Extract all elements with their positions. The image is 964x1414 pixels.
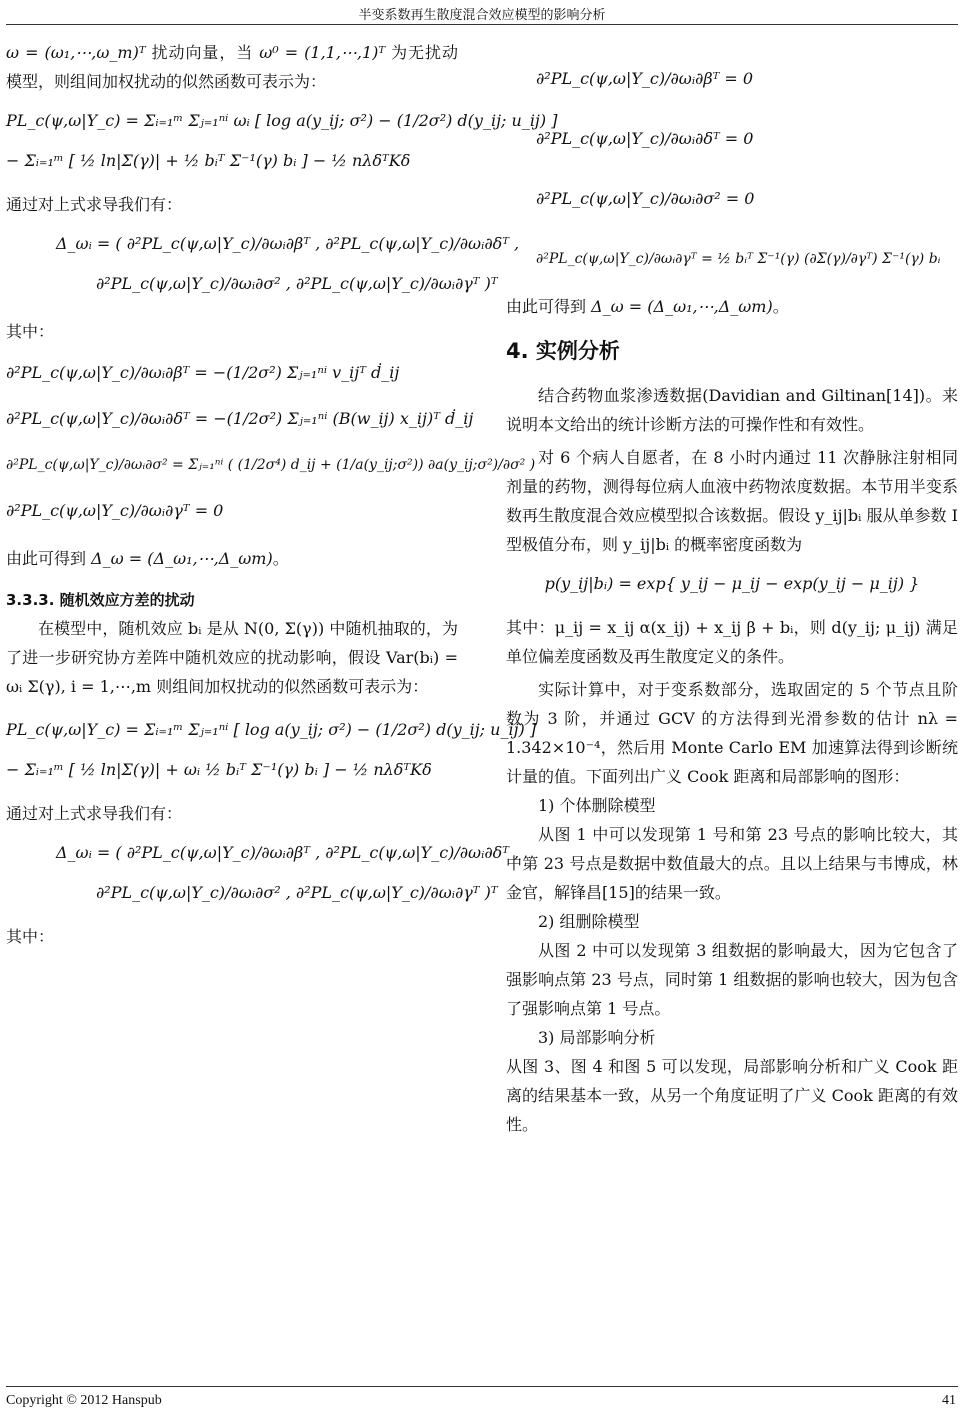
list-item-1: 1) 个体删除模型 (538, 796, 656, 815)
eq-r3: ∂²PL_c(ψ,ω|Y_c)/∂ωᵢ∂σ² = 0 (536, 189, 755, 208)
intro-text-2: 为无扰动模型，则组间加权扰动的似然函数可表示为： (6, 43, 458, 91)
section-4-heading: 4. 实例分析 (506, 339, 620, 363)
eq-density: p(y_ij|bᵢ) = exp{ y_ij − μ_ij − exp(y_ij − μ_ij) } (544, 574, 920, 593)
right-column (506, 38, 958, 1139)
eq-w2: ∂²PL_c(ψ,ω|Y_c)/∂ωᵢ∂δᵀ = −(1/2σ²) Σⱼ₌₁ⁿⁱ (B(w_ij) x_ij)ᵀ ḋ_ij (6, 409, 474, 428)
result-end: 。 (272, 549, 289, 568)
eq-delta-2: ∂²PL_c(ψ,ω|Y_c)/∂ωᵢ∂σ² , ∂²PL_c(ψ,ω|Y_c)/∂ωᵢ∂γᵀ )ᵀ (96, 274, 498, 293)
right-result-eq: Δ_ω = (Δ_ω₁,⋯,Δ_ωm) (591, 297, 773, 316)
list-item-2: 2) 组删除模型 (538, 912, 640, 931)
where-text: 其中： (6, 322, 55, 341)
eq-w3: ∂²PL_c(ψ,ω|Y_c)/∂ωᵢ∂σ² = Σⱼ₌₁ⁿⁱ ( (1/2σ⁴) d_ij + (1/a(y_ij;σ²)) ∂a(y_ij;σ²)/∂σ² ) (6, 457, 536, 473)
derive-text: 通过对上式求导我们有： (6, 195, 183, 214)
eq-likelihood-r2: − Σᵢ₌₁ᵐ [ ½ ln|Σ(γ)| + ωᵢ ½ bᵢᵀ Σ⁻¹(γ) bᵢ ] − ½ nλδᵀKδ (6, 760, 432, 779)
eq-r4: ∂²PL_c(ψ,ω|Y_c)/∂ωᵢ∂γᵀ = ½ bᵢᵀ Σ⁻¹(γ) (∂Σ(γ)/∂γᵀ) Σ⁻¹(γ) bᵢ (536, 251, 941, 267)
derive-text-2: 通过对上式求导我们有： (6, 804, 183, 823)
eq-w1: ∂²PL_c(ψ,ω|Y_c)/∂ωᵢ∂βᵀ = −(1/2σ²) Σⱼ₌₁ⁿⁱ v_ijᵀ ḋ_ij (6, 363, 400, 382)
intro-eq: ω = (ω₁,⋯,ω_m)ᵀ (6, 43, 146, 62)
left-column (6, 38, 558, 951)
result-eq: Δ_ω = (Δ_ω₁,⋯,Δ_ωm) (91, 549, 273, 568)
paragraph-2: 对 6 个病人自愿者，在 8 小时内通过 11 次静脉注射相同剂量的药物，测得每位病人血液中药物浓度数据。本节用半变系数再生散度混合效应模型拟合该数据。假设 y_ij|bᵢ 服从单参数 I 型极值分布，则 y_ij|bᵢ 的概率密度函数为 (506, 448, 958, 554)
paragraph-1: 结合药物血浆渗透数据(Davidian and Giltinan[14])。来说明本文给出的统计诊断方法的可操作性和有效性。 (506, 386, 958, 434)
running-header: 半变系数再生散度混合效应模型的影响分析 (358, 8, 606, 23)
list-item-3: 3) 局部影响分析 (538, 1028, 656, 1047)
intro-text-1: 扰动向量，当 (145, 43, 260, 62)
eq-w4: ∂²PL_c(ψ,ω|Y_c)/∂ωᵢ∂γᵀ = 0 (6, 501, 224, 520)
paragraph-4: 实际计算中，对于变系数部分，选取固定的 5 个节点且阶数为 3 阶，并通过 GCV 的方法得到光滑参数的估计 nλ = 1.342×10⁻⁴，然后用 Monte Carlo EM 加速算法得到诊断统计量的值。下面列出广义 Cook 距离和局部影响的图形： (506, 680, 958, 786)
eq-delta-r1: Δ_ωᵢ = ( ∂²PL_c(ψ,ω|Y_c)/∂ωᵢ∂βᵀ , ∂²PL_c(ψ,ω|Y_c)/∂ωᵢ∂δᵀ , (56, 843, 520, 862)
eq-likelihood-r1: PL_c(ψ,ω|Y_c) = Σᵢ₌₁ᵐ Σⱼ₌₁ⁿⁱ [ log a(y_ij; σ²) − (1/2σ²) d(y_ij; u_ij) ] (6, 720, 537, 739)
right-result-text: 由此可得到 (506, 297, 592, 316)
paragraph-5: 从图 1 中可以发现第 1 号和第 23 号点的影响比较大，其中第 23 号点是数据中数值最大的点。且以上结果与韦博成，林金官，解锋昌[15]的结果一致。 (506, 825, 958, 902)
right-result-end: 。 (772, 297, 789, 316)
where-text-2: 其中： (6, 927, 55, 946)
random-effect-paragraph: 在模型中，随机效应 bᵢ 是从 N(0, Σ(γ)) 中随机抽取的，为了进一步研究协方差阵中随机效应的扰动影响，假设 Var(bᵢ) = ωᵢ Σ(γ), i = 1,⋯,m 则组间加权扰动的似然函数可表示为： (6, 619, 458, 696)
footer-rule (6, 1386, 958, 1387)
eq-delta-1: Δ_ωᵢ = ( ∂²PL_c(ψ,ω|Y_c)/∂ωᵢ∂βᵀ , ∂²PL_c(ψ,ω|Y_c)/∂ωᵢ∂δᵀ , (56, 234, 520, 253)
paragraph-7: 从图 3、图 4 和图 5 可以发现，局部影响分析和广义 Cook 距离的结果基本一致，从另一个角度证明了广义 Cook 距离的有效性。 (506, 1057, 958, 1134)
page-number: 41 (942, 1393, 956, 1408)
eq-delta-r2: ∂²PL_c(ψ,ω|Y_c)/∂ωᵢ∂σ² , ∂²PL_c(ψ,ω|Y_c)/∂ωᵢ∂γᵀ )ᵀ (96, 883, 498, 902)
result-paragraph (6, 544, 458, 573)
copyright: Copyright © 2012 Hanspub (6, 1393, 162, 1408)
intro-eq-2: ω⁰ = (1,1,⋯,1)ᵀ (259, 43, 386, 62)
header-rule (6, 24, 958, 25)
section-3-3-3-heading: 3.3.3. 随机效应方差的扰动 (6, 591, 195, 609)
result-text: 由此可得到 (6, 549, 92, 568)
eq-r2: ∂²PL_c(ψ,ω|Y_c)/∂ωᵢ∂δᵀ = 0 (536, 129, 754, 148)
paragraph-6: 从图 2 中可以发现第 3 组数据的影响最大，因为它包含了强影响点第 23 号点，同时第 1 组数据的影响也较大，因为包含了强影响点第 1 号点。 (506, 941, 958, 1018)
eq-r1: ∂²PL_c(ψ,ω|Y_c)/∂ωᵢ∂βᵀ = 0 (536, 69, 754, 88)
eq-likelihood-2: − Σᵢ₌₁ᵐ [ ½ ln|Σ(γ)| + ½ bᵢᵀ Σ⁻¹(γ) bᵢ ] − ½ nλδᵀKδ (6, 151, 411, 170)
paragraph-3: 其中：μ_ij = x_ij α(x_ij) + x_ij β + bᵢ，则 d(y_ij; μ_ij) 满足单位偏差度函数及再生散度定义的条件。 (506, 618, 958, 666)
eq-likelihood-1: PL_c(ψ,ω|Y_c) = Σᵢ₌₁ᵐ Σⱼ₌₁ⁿⁱ ωᵢ [ log a(y_ij; σ²) − (1/2σ²) d(y_ij; u_ij) ] (6, 111, 558, 130)
intro-paragraph (6, 38, 458, 96)
right-result-paragraph (506, 292, 958, 321)
